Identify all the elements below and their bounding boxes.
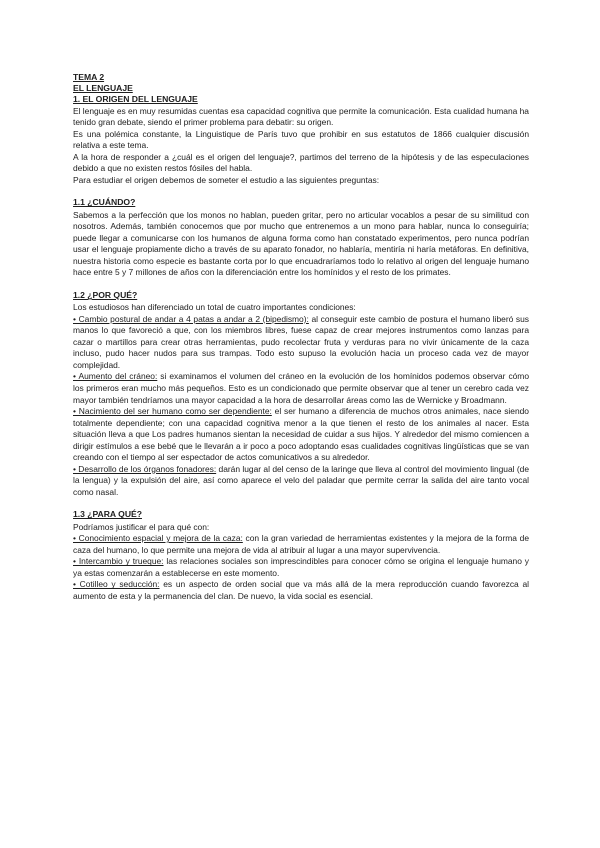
list-item xyxy=(73,464,529,499)
list-item-text: el ser humano a diferencia de muchos otros animales, nace siendo totalmente dependiente; con una capacidad cognitiva menor a la que tienen el resto de los animales al nacer. Esta situación lleva a que Los padres humanos sientan la necesidad de cuidar a sus hijos. Y alrededor del mismo comiencen a dirigir estímulos a ese bebé que le llevarán a ir poco a poco adoptando esas cualidades cognitivas lingüísticas que se van creando con el tiempo al ser espectador de actos comunicativos a su alrededor. xyxy=(73,406,529,463)
section-1-heading: 1. EL ORIGEN DEL LENGUAJE xyxy=(73,94,198,105)
document-page xyxy=(73,72,529,602)
list-item-term: • Desarrollo de los órganos fonadores: xyxy=(73,463,217,474)
list-item xyxy=(73,314,529,372)
list-item xyxy=(73,533,529,556)
intro-paragraph-4: Para estudiar el origen debemos de someter el estudio a las siguientes preguntas: xyxy=(73,174,380,185)
list-item xyxy=(73,406,529,464)
list-item-text: darán lugar al del censo de la laringe que lleva al control del movimiento lingual (de la lengua) y la expulsión del aire, así como aparece el velo del paladar que permite cerrar la salida del aire tanto vocal como nasal. xyxy=(73,463,529,497)
section-porque-intro: Los estudiosos han diferenciado un total de cuatro importantes condiciones: xyxy=(73,302,356,313)
list-item-text: si examinamos el volumen del cráneo en la evolución de los homínidos podemos observar cómo los primeros eran mucho más pequeños. Esto es un condicionado que permite observar que al tener un cerebro cada vez mayor también tendríamos una mayor capacidad a la hora de desarrollar áreas como las de Wernicke y Broadmann. xyxy=(73,371,529,405)
intro-paragraph-3: A la hora de responder a ¿cuál es el origen del lenguaje?, partimos del terreno de la hipótesis y de las especulaciones debido a que no existen restos fósiles del habla. xyxy=(73,151,529,174)
list-item-term: • Nacimiento del ser humano como ser dependiente: xyxy=(73,406,272,417)
section-porque-heading: 1.2 ¿POR QUÉ? xyxy=(73,289,138,300)
list-item-text: al conseguir este cambio de postura el humano liberó sus manos lo que favoreció a que, con los miembros libres, fuese capaz de crear mejores instrumentos como lanzas para cazar o martillos para crear otras herramientas, pudo recolectar fruta y verduras para no vivir únicamente de la caza incluso, pudo hacer nudos para sus trampas. Todo esto supuso la evolución hacia un proceso cada vez de mayor complejidad. xyxy=(73,313,529,370)
intro-paragraph-1: El lenguaje es en muy resumidas cuentas esa capacidad cognitiva que permite la comunicación. Esta cualidad humana ha tenido gran debate, siendo el primer problema para debatir: su origen. xyxy=(73,105,529,128)
list-item-term: • Intercambio y trueque: xyxy=(73,556,164,567)
section-cuando-text: Sabemos a la perfección que los monos no hablan, pueden gritar, pero no articular vocablos a pesar de su similitud con nosotros. Además, también conocemos que por mucho que entrenemos a un mono para hablar, nunca lo conseguiría; puede llegar a comunicarse con los humanos de alguna forma como han constatado experimentos, pero nunca podrían usar el lenguaje propiamente dicho a través de su aparato fonador, no hablaría, mentiría ni haría metáforas. En definitiva, nuestra historia como especie es bastante corta por lo que encuadraríamos todo lo relativo al origen del lenguaje humano hace entre 5 y 7 millones de años con la diferenciación entre los homínidos y el resto de los primates. xyxy=(73,209,529,278)
list-item-term: • Cambio postural de andar a 4 patas a andar a 2 (bipedismo): xyxy=(73,313,309,324)
intro-paragraph-2: Es una polémica constante, la Linguistique de París tuvo que prohibir en sus estatutos de 1866 cualquier discusión relativa a este tema. xyxy=(73,128,529,151)
list-item xyxy=(73,556,529,579)
list-item xyxy=(73,371,529,406)
list-item-term: • Cotilleo y seducción: xyxy=(73,579,160,590)
section-cuando-heading: 1.1 ¿CUÁNDO? xyxy=(73,197,136,208)
list-item xyxy=(73,579,529,602)
list-item-text: las relaciones sociales son imprescindibles para conocer cómo se origina el lenguaje humano y ya estas comenzarán a establecerse en este momento. xyxy=(73,556,529,578)
section-paraque-heading: 1.3 ¿PARA QUÉ? xyxy=(73,509,142,520)
list-item-text: con la gran variedad de herramientas existentes y la mejora de la forma de caza del humano, lo que permite una mejora de vida al atribuir al lugar a una mayor supervivencia. xyxy=(73,533,529,555)
tema-title: TEMA 2 xyxy=(73,72,105,82)
topic-title: EL LENGUAJE xyxy=(73,83,133,94)
list-item-text: es un aspecto de orden social que va más allá de la mera reproducción cuando favorezca al aumento de esta y la permanencia del clan. De nuevo, la vida social es esencial. xyxy=(73,579,529,601)
list-item-term: • Conocimiento espacial y mejora de la caza: xyxy=(73,533,243,544)
list-item-term: • Aumento del cráneo: xyxy=(73,371,158,382)
section-paraque-intro: Podríamos justificar el para qué con: xyxy=(73,521,210,532)
